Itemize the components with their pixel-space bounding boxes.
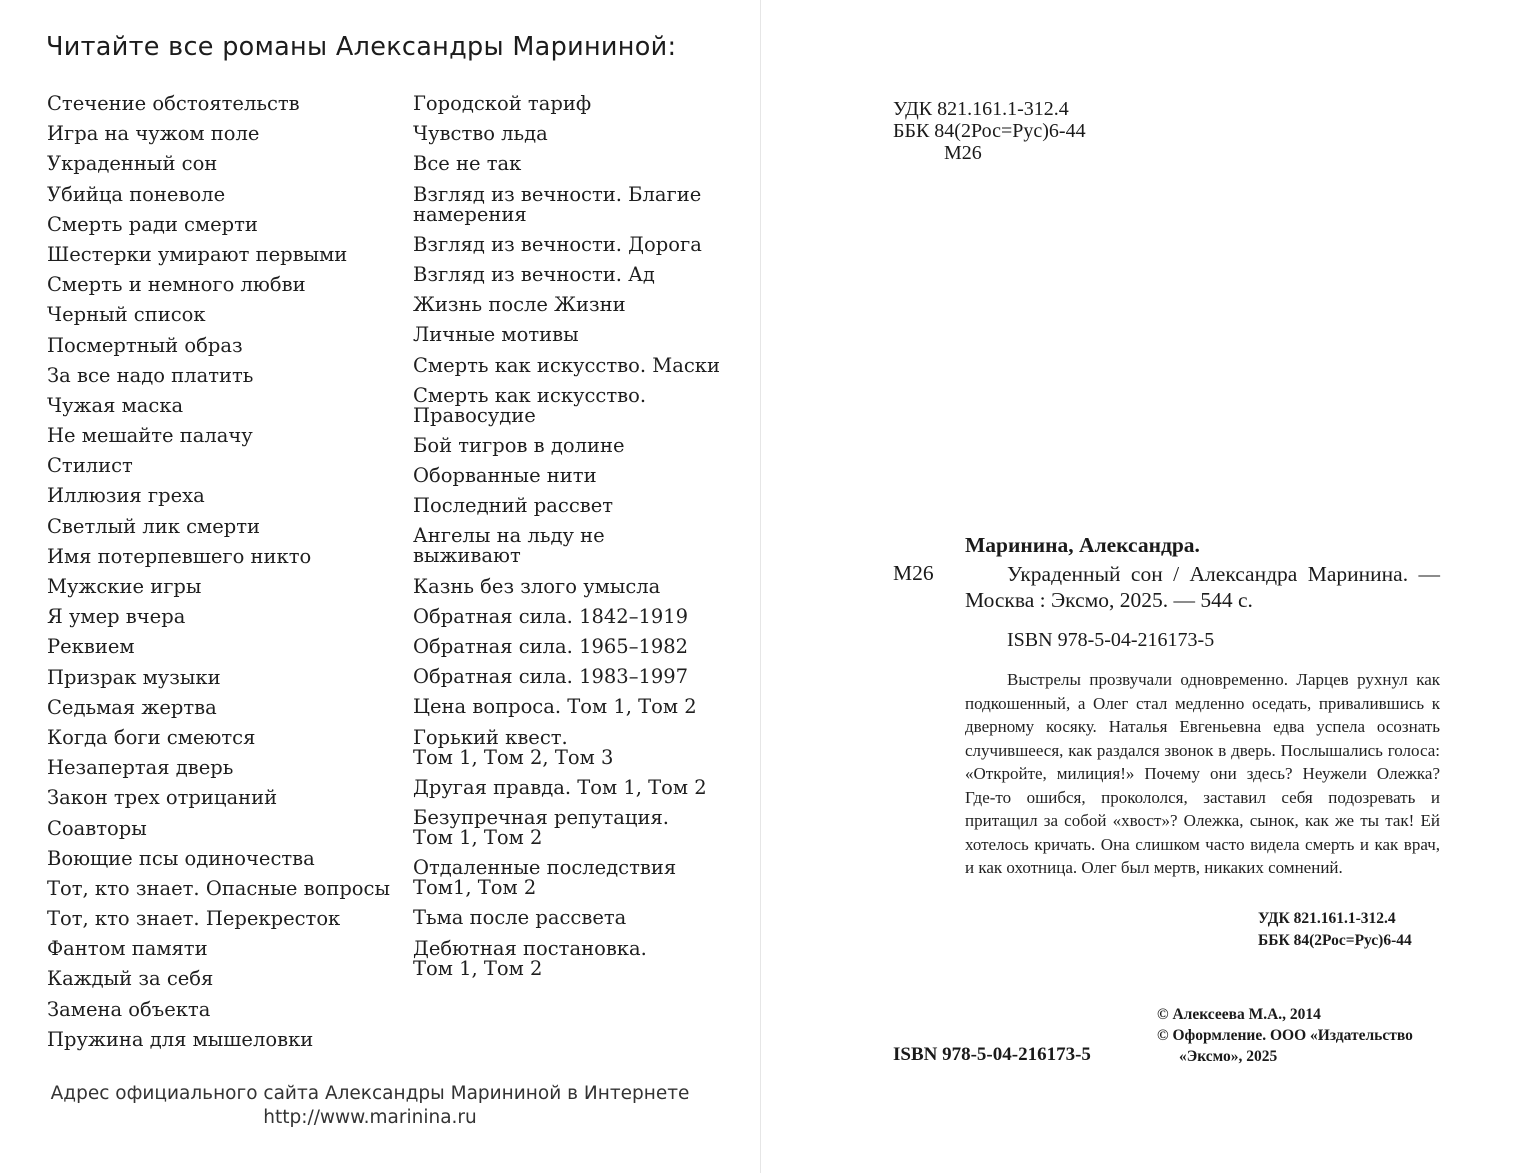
novel-title [413,382,713,432]
novel-title: Фантом памяти [47,937,208,961]
novel-title [413,633,713,663]
novel-title-line: Оборванные нити [413,464,597,488]
novel-title [413,352,720,382]
novel-title: Я умер вчера [47,605,186,629]
novel-title [413,603,713,633]
novel-title-line: Тьма после рассвета [413,906,627,930]
udk-code-bottom: УДК 821.161.1-312.4 [1258,910,1396,927]
novel-title: Черный список [47,303,206,327]
novel-title: Когда боги смеются [47,725,256,749]
novel-title [413,150,713,180]
novel-title: За все надо платить [47,363,254,387]
novel-title: Стечение обстоятельств [47,92,300,115]
novel-title-line: Безупречная репутация. [413,805,669,829]
novel-title-line: Том1, Том 2 [413,876,537,900]
novel-title: Призрак музыки [47,665,221,689]
novel-title: Незапертая дверь [47,756,234,780]
novel-title [413,231,713,261]
isbn-bottom: ISBN 978-5-04-216173-5 [893,1044,1091,1065]
novel-title: Убийца поневоле [47,182,226,206]
novel-title [413,492,713,522]
novel-title: Соавторы [47,816,147,840]
novel-title-line: Личные мотивы [413,323,579,347]
novel-title [413,462,713,492]
novel-title: Воющие псы одиночества [47,846,315,870]
novel-title: Мужские игры [47,575,202,598]
left-page [0,0,760,1173]
classification-block-bottom [1258,908,1412,952]
novel-title: Смерть ради смерти [47,212,258,236]
novel-title [413,181,713,231]
isbn-line: ISBN 978-5-04-216173-5 [1007,629,1215,651]
novel-title [413,693,713,723]
novel-title-line: Другая правда. Том 1, Том 2 [413,775,707,799]
novel-title: Реквием [47,635,135,659]
author-heading: Маринина, Александра. [965,533,1200,557]
copyright-block [1157,1004,1457,1067]
novel-title-line: Смерть как искусство. Маски [413,353,720,377]
novel-title: Украденный сон [47,152,218,176]
bibliographic-entry: Украденный сон / Александра Маринина. — Москва : Эксмо, 2025. — 544 с. [965,562,1440,612]
novels-column-1 [47,90,402,1056]
novel-title-line: Жизнь после Жизни [413,293,626,317]
novel-title-line: Городской тариф [413,92,592,115]
novel-title-line: Дебютная постановка. [413,936,647,960]
novel-title: Смерть и немного любви [47,273,306,297]
novel-title: Чужая маска [47,393,184,417]
novel-title: Игра на чужом поле [47,122,260,146]
copyright-design-cont: «Эксмо», 2025 [1179,1048,1278,1065]
novel-title [413,90,713,120]
novel-title: Седьмая жертва [47,695,217,719]
novel-title-line: Ангелы на льду не [413,524,605,548]
novel-title-line: Обратная сила. 1983–1997 [413,665,689,689]
novel-title: Тот, кто знает. Опасные вопросы [47,876,390,900]
novel-title-line: Том 1, Том 2, Том 3 [413,745,614,769]
novel-title [413,804,713,854]
novel-title: Иллюзия греха [47,484,205,508]
novel-title [413,432,713,462]
novel-title-line: Взгляд из вечности. Ад [413,262,655,286]
page-heading: Читайте все романы Александры Марининой: [46,32,677,62]
novel-title [413,291,713,321]
novel-title: Шестерки умирают первыми [47,242,348,266]
novel-title [413,522,713,572]
novels-column-2 [413,90,720,985]
novel-title: Пружина для мышеловки [47,1027,314,1051]
novel-title-line: Бой тигров в долине [413,433,625,457]
novel-title-line: выживают [413,544,521,568]
novel-title-line: Смерть как искусство. [413,383,647,407]
novel-title-line: Цена вопроса. Том 1, Том 2 [413,695,697,719]
novel-title-line: Казнь без злого умысла [413,574,661,598]
novel-title: Стилист [47,454,133,478]
novel-title-line: Все не так [413,152,522,176]
novel-title: Тот, кто знает. Перекресток [47,907,341,931]
novel-title: Закон трех отрицаний [47,786,278,810]
novel-title [413,120,713,150]
novel-title [413,261,713,291]
novel-title [413,854,713,904]
copyright-author: © Алексеева М.А., 2014 [1157,1006,1321,1023]
novel-title [413,663,713,693]
novel-title: Не мешайте палачу [47,424,253,448]
author-mark-side: М26 [893,561,934,585]
novel-title-line: Чувство льда [413,122,548,146]
novel-title [413,724,713,774]
website-url: http://www.marinina.ru [263,1107,477,1128]
novel-title-line: Том 1, Том 2 [413,956,543,980]
novel-title: Каждый за себя [47,967,214,991]
novel-title [413,573,713,603]
novel-title-line: Горький квест. [413,725,568,749]
bbk-code: ББК 84(2Рос=Рус)6-44 [893,120,1086,142]
novel-title-line: Взгляд из вечности. Благие [413,182,702,206]
bbk-code-bottom: ББК 84(2Рос=Рус)6-44 [1258,932,1412,949]
novel-title [413,935,713,985]
novel-title [413,904,713,934]
right-page [761,0,1534,1173]
novel-title-line: Том 1, Том 2 [413,825,543,849]
website-note-text: Адрес официального сайта Александры Марининой в Интернете [50,1083,690,1104]
novel-title-line: Обратная сила. 1965–1982 [413,635,689,658]
website-note [0,1082,740,1130]
novel-title-line: Взгляд из вечности. Дорога [413,232,702,256]
author-mark: М26 [944,142,982,164]
udk-code: УДК 821.161.1-312.4 [893,98,1069,120]
book-annotation: Выстрелы прозвучали одновременно. Ларцев рухнул как подкошенный, а Олег стал медленно оседать, привалившись к дверному косяку. Наталья Евгеньевна едва успела осознать случившееся, как раздался звонок в дверь. Послышались голоса: «Откройте, милиция!» Почему они здесь? Неужели Олежка? Где-то ошибся, прокололся, заставил себя подозревать и притащил за собой «хвост»? Олежка, сынок, как же ты так! Ей хотелось кричать. Она слишком часто видела смерть и как врач, и как охотница. Олег был мертв, никаких сомнений. [965,670,1440,877]
classification-block-top [893,98,1086,164]
novel-title-line: Отдаленные последствия [413,856,677,880]
copyright-design: © Оформление. ООО «Издательство [1157,1027,1413,1044]
novel-title-line: Обратная сила. 1842–1919 [413,604,689,628]
novel-title-line: намерения [413,202,527,226]
novel-title-line: Последний рассвет [413,494,614,518]
novel-title-line: Правосудие [413,403,536,427]
novel-title: Замена объекта [47,997,211,1021]
novel-title [413,321,713,351]
novel-title: Светлый лик смерти [47,514,260,538]
novel-title: Посмертный образ [47,333,243,357]
novel-title: Имя потерпевшего никто [47,544,312,568]
novel-title [413,774,713,804]
